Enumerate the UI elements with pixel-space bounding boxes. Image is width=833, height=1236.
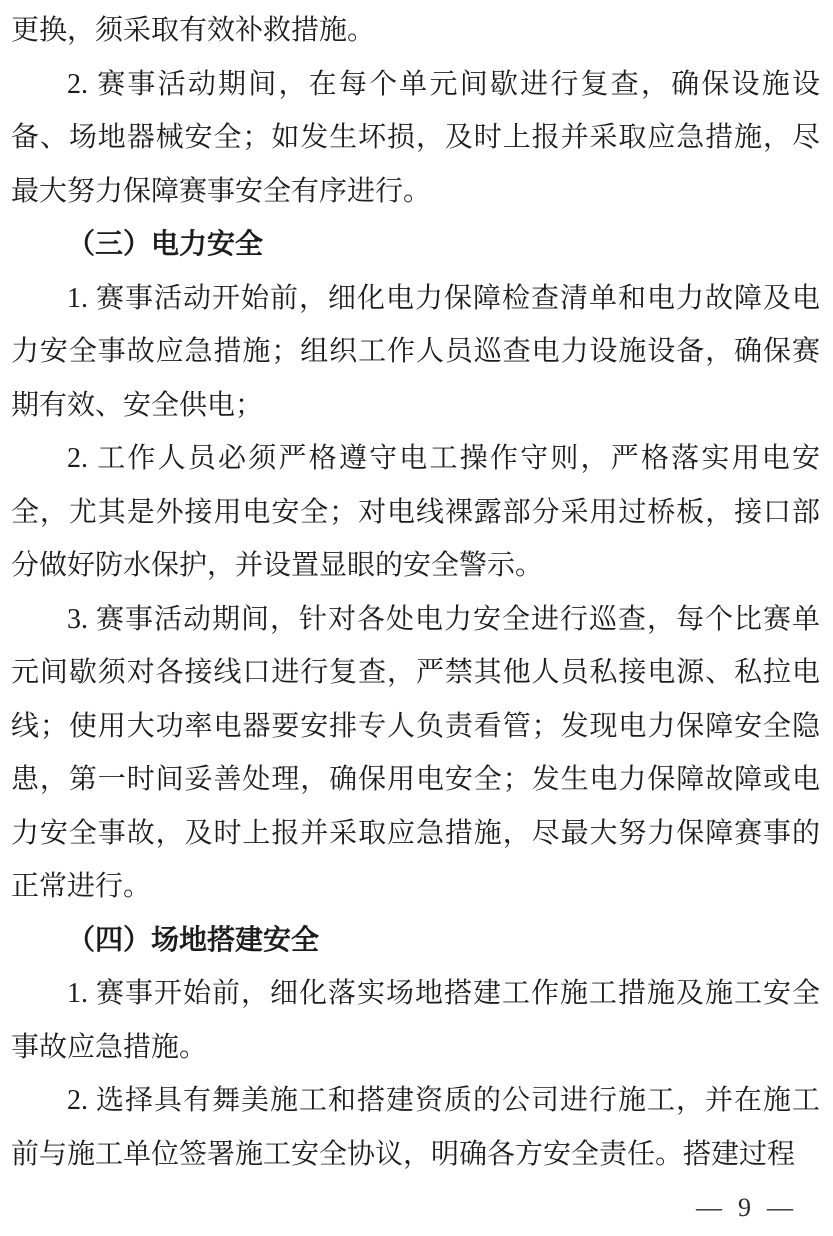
section-heading-power-safety: （三）电力安全 (67, 229, 264, 260)
paragraph: 1. 赛事开始前，细化落实场地搭建工作施工措施及施工安全事故应急措施。 (11, 978, 820, 1063)
page-number: 9 (738, 1193, 751, 1222)
footer-dash-right: — (767, 1193, 793, 1222)
paragraph: 2. 工作人员必须严格遵守电工操作守则，严格落实用电安全，尤其是外接用电安全；对电线裸露部分采用过桥板，接口部分做好防水保护，并设置显眼的安全警示。 (11, 443, 820, 581)
paragraph: 2. 赛事活动期间，在每个单元间歇进行复查，确保设施设备、场地器械安全；如发生坏损，及时上报并采取应急措施，尽最大努力保障赛事安全有序进行。 (11, 68, 820, 207)
page-footer (696, 1194, 793, 1222)
paragraph: 3. 赛事活动期间，针对各处电力安全进行巡查，每个比赛单元间歇须对各接线口进行复查，严禁其他人员私接电源、私拉电线；使用大功率电器要安排专人负责看管；发现电力保障安全隐患，第一时间妥善处理，确保用电安全；发生电力保障故障或电力安全事故，及时上报并采取应急措施，尽最大努力保障赛事的正常进行。 (11, 603, 820, 902)
document-body (11, 4, 820, 1181)
paragraph: 2. 选择具有舞美施工和搭建资质的公司进行施工，并在施工前与施工单位签署施工安全协议，明确各方安全责任。搭建过程 (11, 1085, 820, 1170)
paragraph: 1. 赛事活动开始前，细化电力保障检查清单和电力故障及电力安全事故应急措施；组织工作人员巡查电力设施设备，确保赛期有效、安全供电； (11, 282, 820, 421)
section-heading-venue-construction-safety: （四）场地搭建安全 (67, 924, 320, 956)
paragraph: 更换，须采取有效补救措施。 (11, 15, 376, 46)
footer-dash-left: — (696, 1193, 722, 1222)
